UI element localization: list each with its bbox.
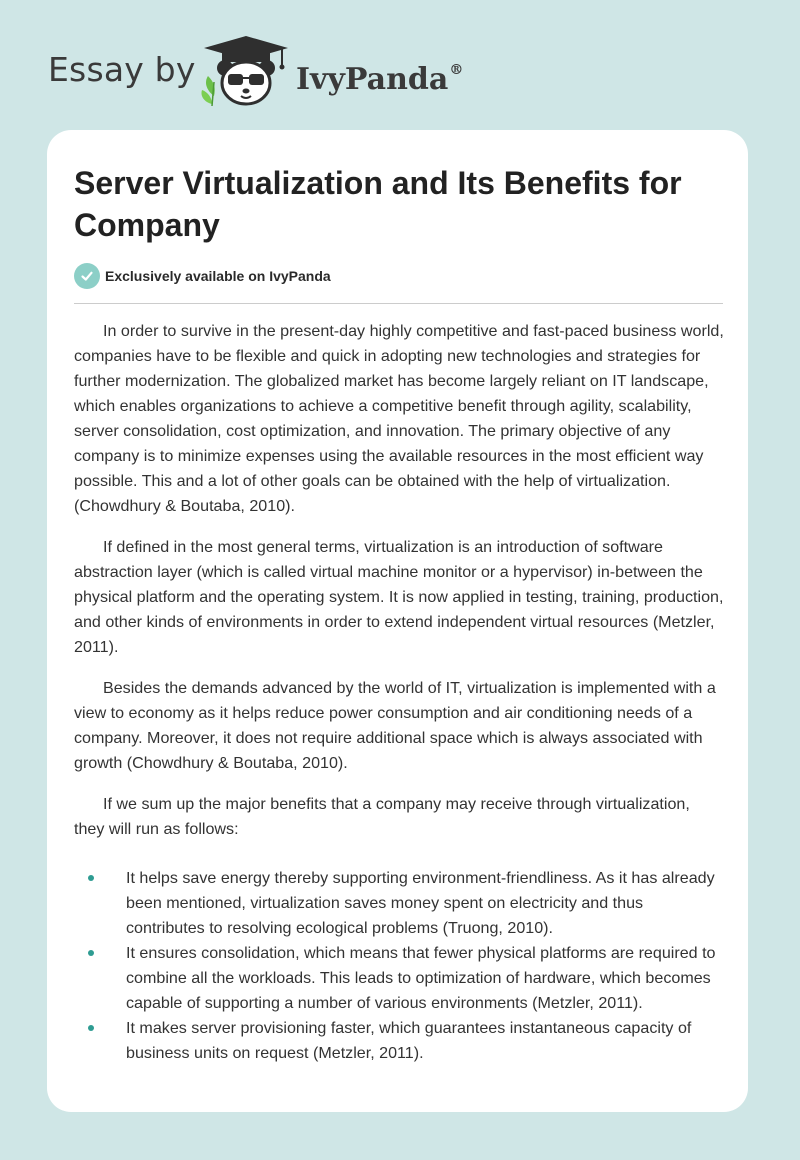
essay-by-label: Essay by — [48, 50, 196, 89]
divider — [74, 303, 723, 304]
check-circle-icon — [74, 263, 100, 289]
bullet-dot — [88, 950, 94, 956]
paragraph: If defined in the most general terms, virtualization is an introduction of software abstraction layer (which is called virtual machine monitor or a hypervisor) in-between the physical platform and the operating system. It is now applied in testing, training, production, and other kinds of environments in order to extend independent virtual resources (Metzler, 2011). — [74, 538, 724, 656]
essay-card — [47, 130, 748, 1112]
panda-graduate-icon[interactable] — [198, 34, 294, 110]
list-item — [74, 866, 724, 941]
list-item — [74, 1016, 724, 1066]
brand-name[interactable] — [296, 54, 463, 100]
paragraph: Besides the demands advanced by the world of IT, virtualization is implemented with a view to economy as it helps reduce power consumption and air conditioning needs of a company. Moreover, it does not require additional space which is always associated with growth (Chowdhury & Boutaba, 2010). — [74, 679, 716, 772]
exclusive-text: Exclusively available on IvyPanda — [105, 268, 331, 284]
essay-body — [74, 319, 724, 1062]
paragraph: In order to survive in the present-day highly competitive and fast-paced business world, companies have to be flexible and quick in adopting new technologies and strategies for further modernization. The globalized market has become largely reliant on IT landscape, which enables organizations to achieve a competitive benefit through agility, scalability, server consolidation, cost optimization, and innovation. The primary objective of any company is to minimize expenses using the available resources in the most efficient way possible. This and a lot of other goals can be obtained with the help of virtualization. (Chowdhury & Boutaba, 2010). — [74, 322, 724, 515]
brand-name-text: IvyPanda — [296, 62, 449, 97]
site-header — [0, 0, 800, 128]
list-item-text: It helps save energy thereby supporting environment-friendliness. As it has already been mentioned, virtualization saves money spent on electricity and thus contributes to resolving ecological problems (Truong, 2010). — [126, 869, 715, 937]
bullet-dot — [88, 1025, 94, 1031]
list-item-text: It makes server provisioning faster, which guarantees instantaneous capacity of business units on request (Metzler, 2011). — [126, 1019, 692, 1062]
exclusive-badge — [74, 263, 331, 289]
page-title: Server Virtualization and Its Benefits for Company — [74, 165, 682, 243]
list-item — [74, 941, 724, 1016]
benefits-list — [74, 866, 724, 1066]
list-item-text: It ensures consolidation, which means that fewer physical platforms are required to combine all the workloads. This leads to optimization of hardware, which becomes capable of supporting a number of various environments (Metzler, 2011). — [126, 944, 716, 1012]
paragraph: If we sum up the major benefits that a company may receive through virtualization, they will run as follows: — [74, 795, 690, 838]
bullet-dot — [88, 875, 94, 881]
registered-mark: ® — [449, 62, 464, 78]
